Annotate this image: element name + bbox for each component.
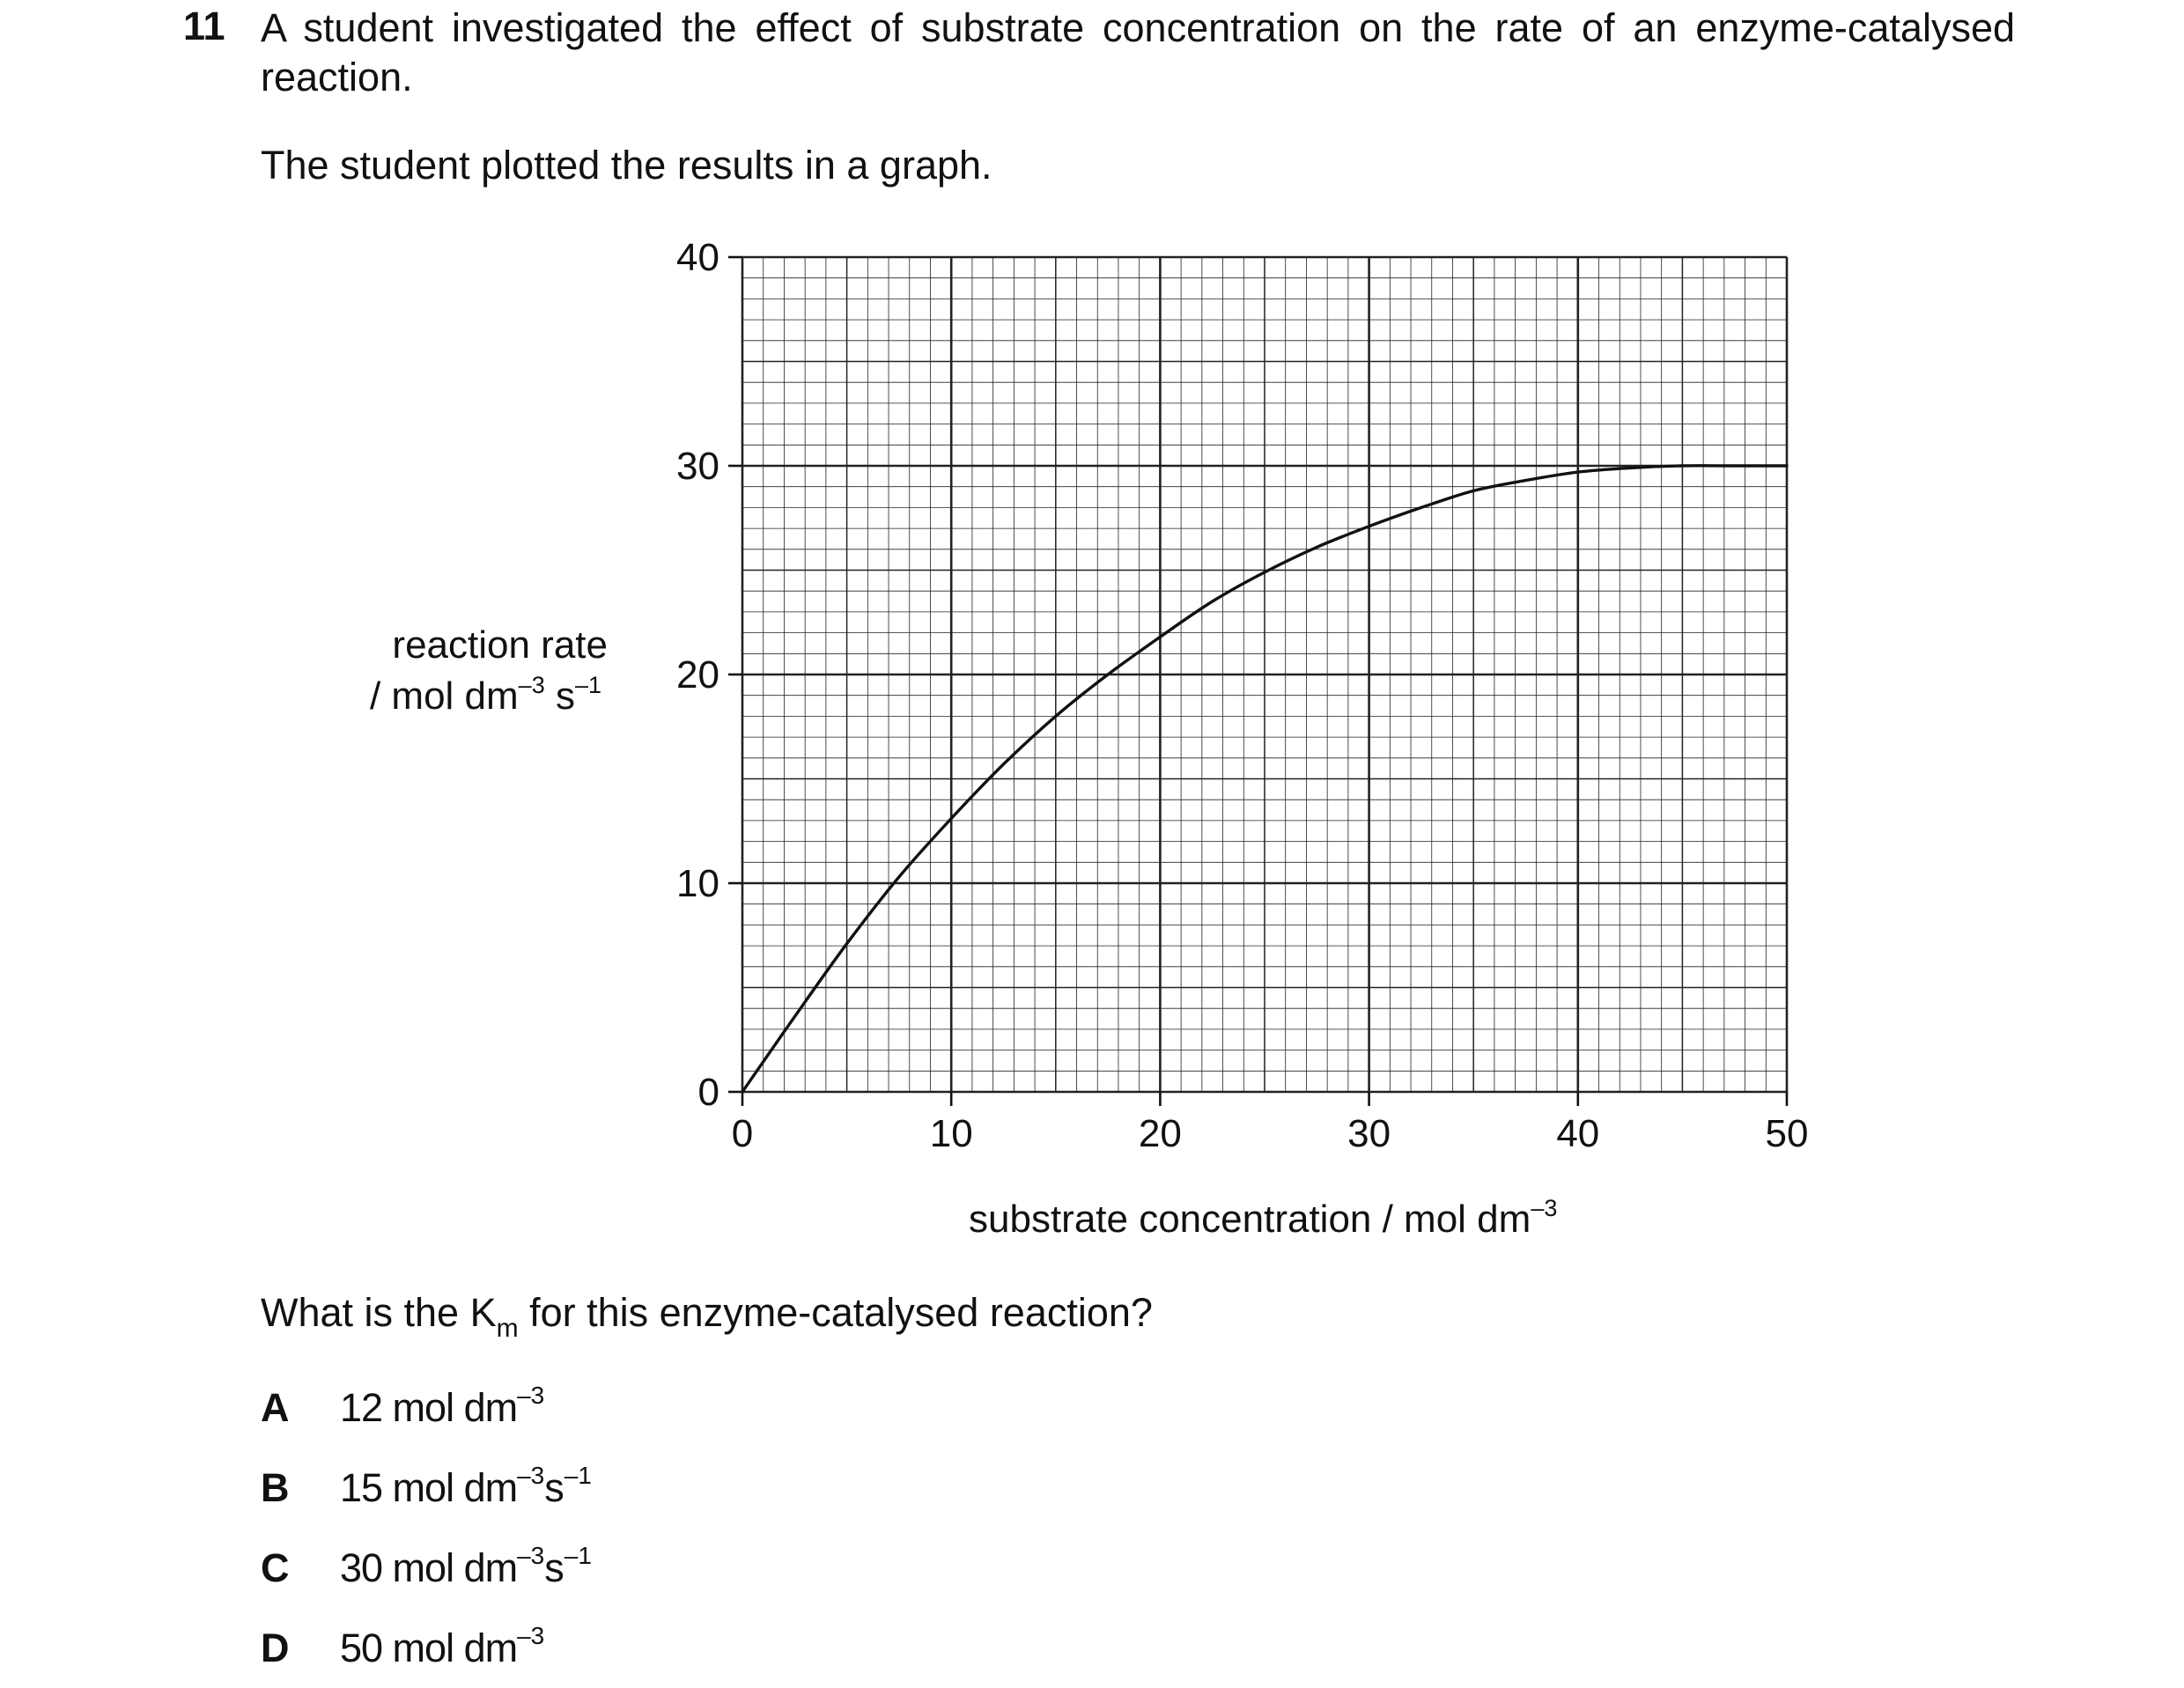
x-tick-label: 50 — [1765, 1112, 1809, 1155]
prompt-before: What is the K — [261, 1290, 497, 1335]
plot-statement: The student plotted the results in a graph. — [261, 143, 992, 188]
option-value: 50 mol dm — [340, 1625, 518, 1670]
option-b[interactable] — [261, 1462, 592, 1511]
x-tick-label: 0 — [731, 1112, 754, 1155]
x-axis-unit: substrate concentration / mol dm — [969, 1198, 1531, 1241]
y-tick-label: 0 — [697, 1071, 719, 1114]
option-exp2: –1 — [564, 1462, 592, 1489]
option-a[interactable] — [261, 1382, 545, 1431]
x-axis-label — [969, 1195, 1557, 1241]
question-intro: A student investigated the effect of substrate concentration on the rate of an enzyme-catalysed reaction. — [261, 5, 2015, 100]
option-exp: –3 — [517, 1382, 545, 1409]
y-axis-unit-exp2: –1 — [574, 672, 601, 698]
x-axis-unit-exp: –3 — [1531, 1195, 1558, 1221]
option-exp: –3 — [517, 1462, 545, 1489]
option-value: 15 mol dm — [340, 1465, 518, 1510]
option-letter: B — [261, 1465, 290, 1510]
option-value: 30 mol dm — [340, 1545, 518, 1590]
option-exp: –3 — [517, 1542, 545, 1569]
x-tick-label: 40 — [1556, 1112, 1600, 1155]
prompt-after: for this enzyme-catalysed reaction? — [518, 1290, 1153, 1335]
x-tick-label: 30 — [1347, 1112, 1391, 1155]
y-axis-unit-exp: –3 — [518, 672, 545, 698]
question-prompt — [261, 1290, 1153, 1343]
option-letter: A — [261, 1385, 290, 1430]
axis-ticks — [728, 257, 1787, 1106]
y-tick-label: 40 — [676, 236, 719, 279]
option-c[interactable] — [261, 1542, 592, 1591]
option-d[interactable] — [261, 1622, 545, 1671]
y-tick-label: 30 — [676, 445, 719, 488]
x-tick-label: 20 — [1138, 1112, 1182, 1155]
x-tick-label: 10 — [929, 1112, 973, 1155]
option-value: 12 mol dm — [340, 1385, 518, 1430]
question-number: 11 — [183, 4, 225, 48]
option-letter: C — [261, 1545, 290, 1590]
prompt-subscript: m — [496, 1314, 519, 1343]
y-tick-label: 10 — [676, 862, 719, 905]
y-axis-label-line2 — [370, 672, 601, 718]
option-exp: –3 — [517, 1622, 545, 1649]
y-tick-label: 20 — [676, 653, 719, 697]
y-axis-unit: / mol dm — [369, 674, 519, 718]
option-unit: s — [544, 1545, 564, 1590]
y-axis-label-line1: reaction rate — [392, 623, 608, 667]
y-axis-unit-s: s — [544, 674, 575, 718]
option-letter: D — [261, 1625, 290, 1670]
option-exp2: –1 — [564, 1542, 592, 1569]
option-unit: s — [544, 1465, 564, 1510]
